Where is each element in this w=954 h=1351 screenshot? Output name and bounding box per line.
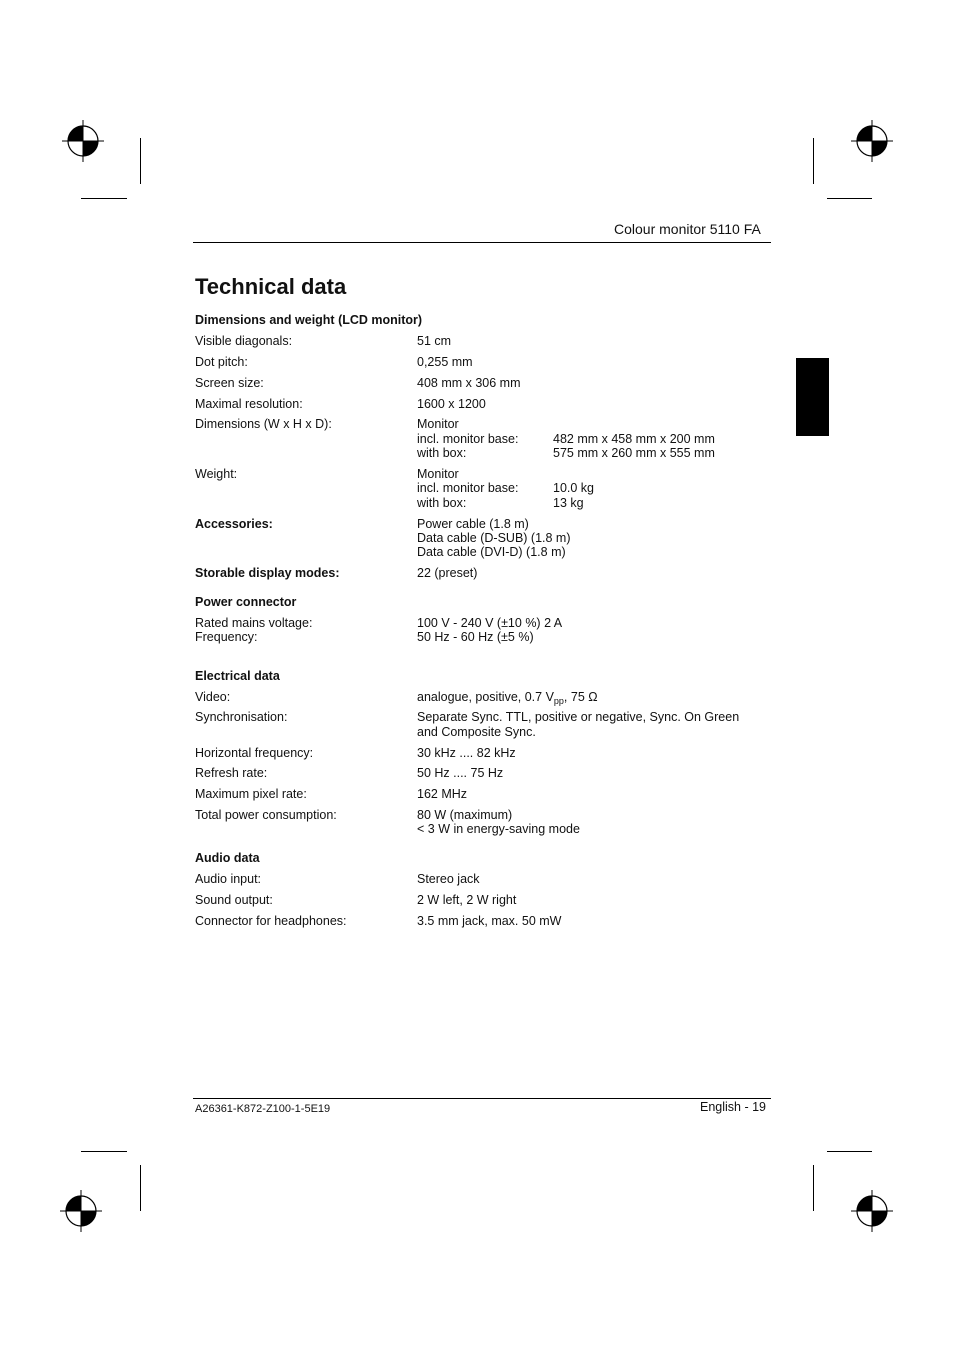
spec-sublabel: incl. monitor base:: [417, 481, 519, 495]
spec-label: Connector for headphones:: [195, 914, 347, 928]
spec-value: 22 (preset): [417, 566, 478, 580]
crop-line: [813, 1165, 814, 1211]
spec-label: Dot pitch:: [195, 355, 248, 369]
spec-value: 3.5 mm jack, max. 50 mW: [417, 914, 562, 928]
footer-rule: [193, 1098, 771, 1099]
crop-line: [827, 198, 872, 199]
video-subscript: pp: [553, 696, 564, 706]
spec-value: 162 MHz: [417, 787, 468, 801]
spec-label: Weight:: [195, 467, 238, 481]
spec-label: Video:: [195, 690, 231, 704]
spec-subvalue: 575 mm x 260 mm x 555 mm: [553, 446, 715, 460]
spec-value: 51 cm: [417, 334, 452, 348]
registration-mark-top-right: [851, 120, 893, 167]
crop-line: [813, 138, 814, 184]
spec-value: Data cable (D-SUB) (1.8 m): [417, 531, 571, 545]
spec-value: 1600 x 1200: [417, 397, 486, 411]
running-header: Colour monitor 5110 FA: [614, 221, 761, 237]
spec-value: 50 Hz .... 75 Hz: [417, 766, 504, 780]
crop-line: [81, 198, 127, 199]
page-title: Technical data: [195, 274, 347, 299]
registration-mark-bottom-right: [851, 1190, 893, 1237]
spec-subvalue: 13 kg: [553, 496, 584, 510]
spec-value: Monitor: [417, 417, 459, 431]
spec-sublabel: with box:: [417, 496, 467, 510]
language-tab-marker: [796, 358, 829, 436]
spec-label: Maximum pixel rate:: [195, 787, 307, 801]
spec-label: Dimensions (W x H x D):: [195, 417, 332, 431]
crop-line: [140, 138, 141, 184]
footer-page-number: English - 19: [700, 1100, 767, 1114]
spec-value: 0,255 mm: [417, 355, 473, 369]
section-heading-electrical: Electrical data: [195, 669, 280, 683]
registration-mark-top-left: [62, 120, 104, 167]
spec-value: Separate Sync. TTL, positive or negative, Sync. On Green: [417, 710, 740, 724]
spec-label-storable-modes: Storable display modes:: [195, 566, 340, 580]
section-heading-audio: Audio data: [195, 851, 260, 865]
spec-label: Refresh rate:: [195, 766, 268, 780]
spec-value: Data cable (DVI-D) (1.8 m): [417, 545, 566, 559]
spec-label: Horizontal frequency:: [195, 746, 314, 760]
crop-line: [827, 1151, 872, 1152]
spec-value: and Composite Sync.: [417, 725, 536, 739]
spec-label-accessories: Accessories:: [195, 517, 273, 531]
spec-subvalue: 10.0 kg: [553, 481, 595, 495]
spec-value: Monitor: [417, 467, 459, 481]
registration-mark-bottom-left: [60, 1190, 102, 1237]
spec-value: 50 Hz - 60 Hz (±5 %): [417, 630, 534, 644]
spec-label: Sound output:: [195, 893, 273, 907]
spec-value: 2 W left, 2 W right: [417, 893, 517, 907]
spec-value-video: [417, 690, 598, 705]
spec-value: < 3 W in energy-saving mode: [417, 822, 580, 836]
spec-subvalue: 482 mm x 458 mm x 200 mm: [553, 432, 715, 446]
crop-line: [81, 1151, 127, 1152]
spec-label: Screen size:: [195, 376, 264, 390]
spec-value: 100 V - 240 V (±10 %) 2 A: [417, 616, 563, 630]
video-text: analogue, positive, 0.7 V: [417, 690, 554, 704]
spec-label: Frequency:: [195, 630, 258, 644]
spec-label: Total power consumption:: [195, 808, 337, 822]
spec-value: 30 kHz .... 82 kHz: [417, 746, 516, 760]
section-heading-dimensions: Dimensions and weight (LCD monitor): [195, 313, 423, 327]
spec-label: Audio input:: [195, 872, 262, 886]
spec-label: Synchronisation:: [195, 710, 288, 724]
spec-value: Power cable (1.8 m): [417, 517, 529, 531]
header-rule: [193, 242, 771, 243]
spec-value: 80 W (maximum): [417, 808, 513, 822]
crop-line: [140, 1165, 141, 1211]
spec-label: Visible diagonals:: [195, 334, 293, 348]
video-text-tail: , 75 Ω: [563, 690, 598, 704]
section-heading-power: Power connector: [195, 595, 297, 609]
spec-label: Rated mains voltage:: [195, 616, 313, 630]
spec-value: 408 mm x 306 mm: [417, 376, 521, 390]
spec-value: Stereo jack: [417, 872, 480, 886]
spec-sublabel: incl. monitor base:: [417, 432, 519, 446]
spec-label: Maximal resolution:: [195, 397, 303, 411]
spec-sublabel: with box:: [417, 446, 467, 460]
footer-doc-number: A26361-K872-Z100-1-5E19: [195, 1103, 331, 1115]
